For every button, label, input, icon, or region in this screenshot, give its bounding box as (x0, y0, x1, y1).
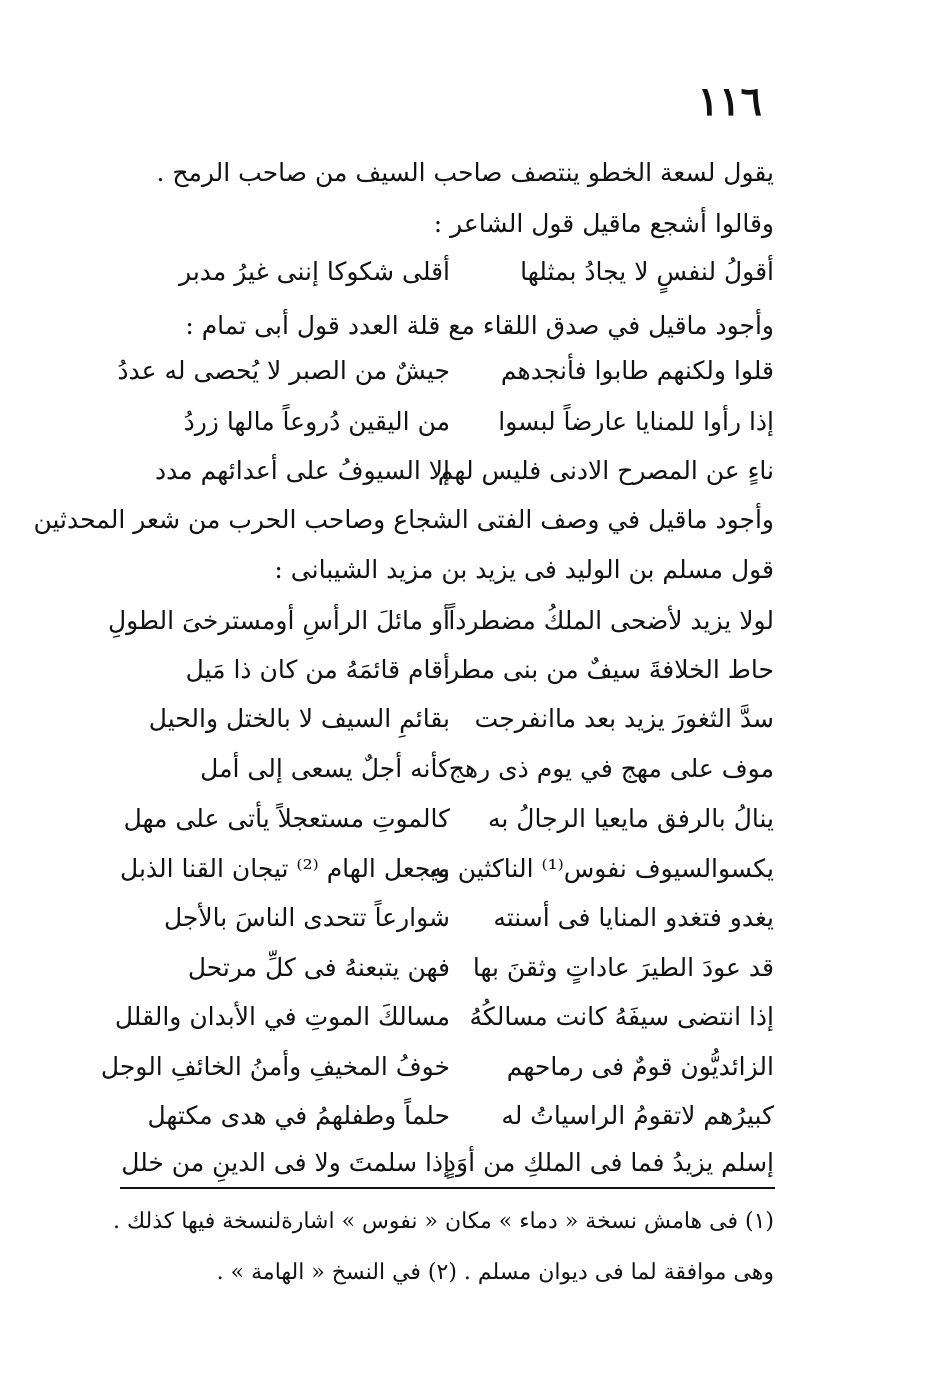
verse-first-hemistich: لولا يزيد لأضحى الملكُ مضطرداً (448, 606, 774, 635)
verse-first-hemistich: إذا انتضى سيفَهُ كانت مسالكُهُ (469, 1002, 774, 1031)
footnote-line: وهى موافقة لما فى ديوان مسلم . (٢) في النسخ « الهامة » . (216, 1260, 774, 1285)
verse-second-hemistich: شوارعاً تتحدى الناسَ بالأجل (163, 903, 450, 932)
verse-first-hemistich: سدَّ الثغورَ يزيد بعد ماانفرجت (474, 704, 774, 733)
verse-first-hemistich: حاط الخلافةَ سيفٌ من بنى مطر (447, 655, 774, 684)
verse-second-hemistich: كالموتِ مستعجلاً يأتى على مهل (123, 804, 450, 833)
verse-first-hemistich: إذا رأوا للمنايا عارضاً لبسوا (498, 407, 774, 436)
verse-second-hemistich: فهن يتبعنهُ فى كلِّ مرتحل (187, 953, 450, 982)
verse-second-hemistich: أقلى شكوكا إننى غيرُ مدبر (179, 257, 450, 286)
verse-first-hemistich: ينالُ بالرفق مايعيا الرجالُ به (488, 804, 774, 833)
verse-second-hemistich: إلا السيوفُ على أعدائهم مدد (155, 456, 450, 485)
verse-second-hemistich: إذا سلمتَ ولا فى الدينِ من خلل (121, 1148, 450, 1177)
verse-first-hemistich: قد عودَ الطيرَ عاداتٍ وثقنَ بها (472, 953, 774, 982)
verse-second-hemistich: مسالكَ الموتِ في الأبدان والقلل (114, 1002, 450, 1031)
verse-second-hemistich: من اليقين دُروعاً مالها زردُ (183, 407, 450, 436)
verse-second-hemistich: حلماً وطفلهمُ في هدى مكتهل (147, 1101, 450, 1130)
prose-line: وقالوا أشجع ماقيل قول الشاعر : (433, 209, 774, 238)
verse-second-hemistich: كأنه أجلٌ يسعى إلى أمل (200, 754, 450, 783)
prose-line: قول مسلم بن الوليد فى يزيد بن مزيد الشيبانى : (274, 555, 774, 584)
verse-first-hemistich: قلوا ولكنهم طابوا فأنجدهم (500, 356, 774, 385)
footnote-separator (120, 1187, 775, 1189)
verse-first-hemistich: يكسوالسيوف نفوس⁽¹⁾ الناكثين به (429, 854, 774, 883)
verse-first-hemistich: ناءٍ عن المصرح الادنى فليس لهم (437, 456, 774, 485)
prose-line: يقول لسعة الخطو ينتصف صاحب السيف من صاحب الرمح . (156, 158, 774, 187)
verse-first-hemistich: أقولُ لنفسٍ لا يجادُ بمثلها (520, 257, 774, 286)
verse-second-hemistich: بقائمِ السيف لا بالختل والحيل (148, 704, 450, 733)
verse-first-hemistich: يغدو فتغدو المنايا فى أسنته (493, 903, 774, 932)
page-number: ١١٦ (697, 78, 762, 125)
verse-first-hemistich: إسلم يزيدُ فما فى الملكِ من أوَدٍ (444, 1148, 774, 1177)
prose-line: وأجود ماقيل في وصف الفتى الشجاع وصاحب الحرب من شعر المحدثين (33, 505, 774, 534)
verse-second-hemistich: أقام قائمَهُ من كان ذا مَيل (185, 655, 450, 684)
verse-second-hemistich: خوفُ المخيفِ وأمنُ الخائفِ الوجل (100, 1052, 450, 1081)
verse-second-hemistich: أو مائلَ الرأسِ أومسترخىَ الطولِ (107, 606, 450, 635)
verse-second-hemistich: ويجعل الهام ⁽²⁾ تيجان القنا الذبل (120, 854, 450, 883)
verse-second-hemistich: جيشٌ من الصبر لا يُحصى له عددُ (117, 356, 450, 385)
prose-line: وأجود ماقيل في صدق اللقاء مع قلة العدد قول أبى تمام : (185, 311, 774, 340)
verse-first-hemistich: كبيرُهم لاتقومُ الراسياتُ له (501, 1101, 774, 1130)
footnote-line: (١) فى هامش نسخة « دماء » مكان « نفوس » اشارةلنسخة فيها كذلك . (113, 1209, 774, 1234)
verse-first-hemistich: الزائديُّون قومٌ فى رماحهم (506, 1052, 774, 1081)
verse-first-hemistich: موف على مهج في يوم ذى رهج (448, 754, 774, 783)
